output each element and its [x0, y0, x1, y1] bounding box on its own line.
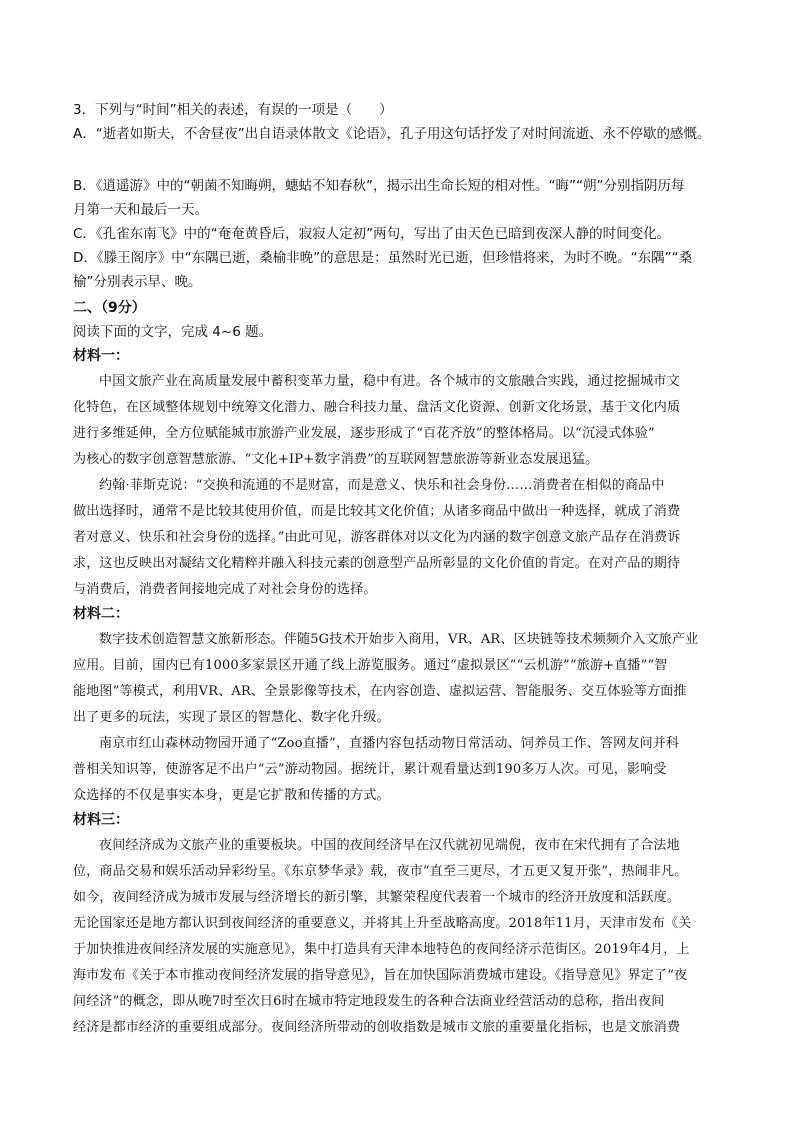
- text-line: D．《滕王阁序》中“东隅已逝，桑榆非晚”的意思是：虽然时光已逝，但珍惜将来，为时不晚。“东隅”“桑: [73, 250, 693, 266]
- text-line: 数字技术创造智慧文旅新形态。伴随5G技术开始步入商用，VR、AR、区块链等技术频频介入文旅产业: [99, 632, 699, 647]
- text-line: 间经济”的概念，即从晚7时至次日6时在城市特定地段发生的各种合法商业经营活动的总称，指出夜间: [73, 994, 665, 1009]
- text-line: 无论国家还是地方都认识到夜间经济的重要意义，并将其上升至战略高度。2018年11月，天津市发布《关: [73, 916, 692, 931]
- text-line: 普相关知识等，使游客足不出户“云”游动物园。据统计，累计观看量达到190多万人次。可见，影响受: [73, 762, 667, 777]
- text-line: 进行多维延伸，全方位赋能城市旅游产业发展，逐步形成了“百花齐放”的整体格局。以“沉浸式体验”: [73, 426, 655, 441]
- text-line: 能地图”等模式，利用VR、AR、全景影像等技术，在内容创造、虚拟运营、智能服务、交互体验等方面推: [73, 684, 687, 699]
- text-line: 榆”分别表示早、晚。: [73, 274, 202, 290]
- text-line: C．《孔雀东南飞》中的“奄奄黄昏后，寂寂人定初”两句，写出了由天色已暗到夜深人静的时间变化。: [73, 226, 671, 242]
- text-line: 出了更多的玩法，实现了景区的智慧化、数字化升级。: [73, 710, 390, 725]
- text-line: B．《逍遥游》中的“朝菌不知晦朔，蟪蛄不知春秋”，揭示出生命长短的相对性。“晦”“朔”分别指阴历每: [73, 178, 685, 194]
- section-heading: 二、（9分）: [73, 300, 146, 316]
- text-line: 位，商品交易和娱乐活动异彩纷呈。《东京梦华录》载，夜市“直至三更尽，才五更又复开张”，热闹非凡。: [73, 864, 688, 879]
- text-line: 夜间经济成为文旅产业的重要板块。中国的夜间经济早在汉代就初见端倪，夜市在宋代拥有了合法地: [99, 838, 680, 853]
- text-line: 于加快推进夜间经济发展的实施意见》，集中打造具有天津本地特色的夜间经济示范街区。2019年4月，上: [73, 942, 690, 957]
- section-heading: 材料三：: [73, 812, 129, 828]
- text-line: 约翰·菲斯克说：“交换和流通的不是财富，而是意义、快乐和社会身份……消费者在相似的商品中: [99, 478, 665, 493]
- text-line: 求，这也反映出对凝结文化精粹并融入科技元素的创意型产品所彰显的文化价值的肯定。在对产品的期待: [73, 556, 681, 571]
- text-line: 者对意义、快乐和社会身份的选择。”由此可见，游客群体对以文化为内涵的数字创意文旅产品存在消费诉: [73, 530, 681, 545]
- text-line: 阅读下面的文字，完成 4~6 题。: [73, 324, 273, 340]
- text-line: 应用。目前，国内已有1000多家景区开通了线上游览服务。通过“虚拟景区”“云机游”“旅游+直播”“智: [73, 658, 668, 673]
- text-line: 经济是都市经济的重要组成部分。夜间经济所带动的创收指数是城市文旅的重要量化指标，也是文旅消费: [73, 1020, 681, 1035]
- text-line: 中国文旅产业在高质量发展中蓄积变革力量，稳中有进。各个城市的文旅融合实践，通过挖掘城市文: [99, 374, 680, 389]
- text-line: 与消费后，消费者间接地完成了对社会身份的选择。: [73, 582, 377, 597]
- text-line: 化特色，在区域整体规划中统筹文化潜力、融合科技力量、盘活文化资源、创新文化场景，基于文化内质: [73, 400, 681, 415]
- text-line: 众选择的不仅是事实本身，更是它扩散和传播的方式。: [73, 788, 390, 803]
- text-line: 如今，夜间经济成为城市发展与经济增长的新引擎，其繁荣程度代表着一个城市的经济开放度和活跃度。: [73, 890, 681, 905]
- text-line: 做出选择时，通常不是比较其使用价值，而是比较其文化价值；从诸多商品中做出一种选择，就成了消费: [73, 504, 681, 519]
- section-heading: 材料一：: [73, 348, 129, 364]
- text-line: 海市发布《关于本市推动夜间经济发展的指导意见》，旨在加快国际消费城市建设。《指导意见》界定了“夜: [73, 968, 688, 983]
- text-line: 3．下列与“时间”相关的表述，有误的一项是（ ）: [73, 102, 393, 118]
- text-line: 南京市红山森林动物园开通了“Zoo直播”，直播内容包括动物日常活动、饲养员工作、答网友问并科: [99, 736, 680, 751]
- text-line: A．“逝者如斯夫，不舍昼夜”出自语录体散文《论语》，孔子用这句话抒发了对时间流逝、永不停歇的感慨。: [73, 126, 711, 142]
- section-heading: 材料二：: [73, 606, 129, 622]
- text-line: 为核心的数字创意智慧旅游、“文化+IP+数字消费”的互联网智慧旅游等新业态发展迅猛。: [73, 452, 599, 467]
- text-line: 月第一天和最后一天。: [73, 202, 208, 218]
